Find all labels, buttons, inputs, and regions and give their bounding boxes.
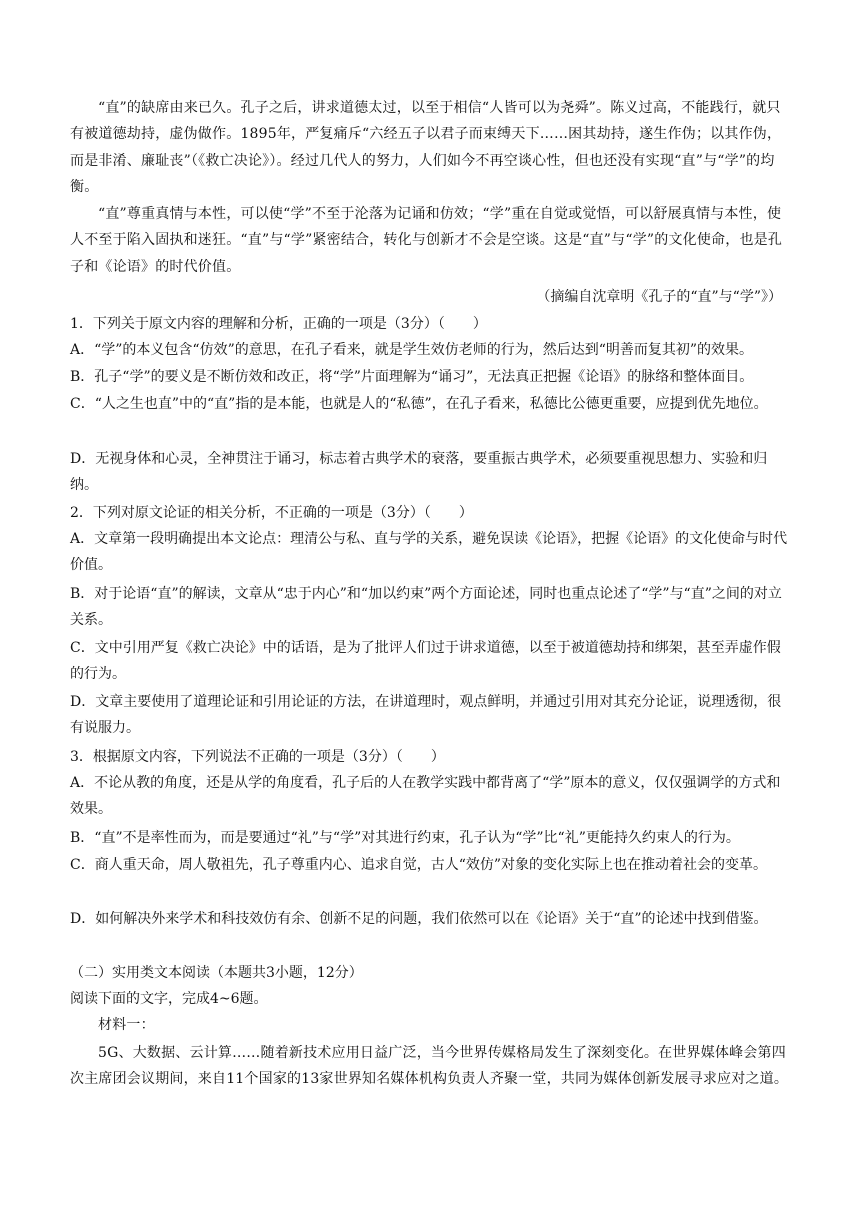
question-1-option-c: C．“人之生也直”中的“直”指的是本能，也就是人的“私德”，在孔子看来，私德比公德更重要，应提到优先地位。 [70,396,768,412]
question-3-stem: 3．根据原文内容，下列说法不正确的一项是（3分）（ ） [70,749,445,765]
question-1-option-b: B．孔子“学”的要义是不断仿效和改正，将“学”片面理解为“诵习”，无法真正把握《论语》的脉络和整体面目。 [70,369,754,385]
question-3-option-b: B．“直”不是率性而为，而是要通过“礼”与“学”对其进行约束，孔子认为“学”比“礼”更能持久约束人的行为。 [70,830,740,846]
material-1-paragraph: 5G、大数据、云计算……随着新技术应用日益广泛，当今世界传媒格局发生了深刻变化。在世界媒体峰会第四次主席团会议期间，来自11个国家的13家世界知名媒体机构负责人齐聚一堂，共同为媒体创新发展寻求应对之道。 [70,1045,789,1088]
source-citation: （摘编自沈章明《孔子的“直”与“学”》） [536,289,782,305]
question-3-option-c: C．商人重天命，周人敬祖先，孔子尊重内心、追求自觉，古人“效仿”对象的变化实际上也在推动着社会的变革。 [70,857,768,873]
question-2-option-c: C．文中引用严复《救亡决论》中的话语，是为了批评人们过于讲求道德，以至于被道德劫持和绑架，甚至弄虚作假的行为。 [70,640,781,683]
question-2-stem: 2．下列对原文论证的相关分析，不正确的一项是（3分）（ ） [70,505,473,521]
question-3-option-d: D．如何解决外来学术和科技效仿有余、创新不足的问题，我们依然可以在《论语》关于“直”的论述中找到借鉴。 [70,911,768,927]
paragraph-2: “直”尊重真情与本性，可以使“学”不至于沦落为记诵和仿效；“学”重在自觉或觉悟，可以舒展真情与本性，使人不至于陷入固执和迷狂。“直”与“学”紧密结合，转化与创新才不会是空谈。这是“直”与“学”的文化使命，也是孔子和《论语》的时代价值。 [70,206,783,275]
section-2-title: （二）实用类文本阅读（本题共3小题，12分） [70,965,363,981]
question-2-option-a: A．文章第一段明确提出本文论点：理清公与私、直与学的关系，避免误读《论语》，把握《论语》的文化使命与时代价值。 [70,531,788,574]
question-1-option-d: D．无视身体和心灵，全神贯注于诵习，标志着古典学术的衰落，要重振古典学术，必须要重视思想力、实验和归纳。 [70,451,768,494]
paragraph-1: “直”的缺席由来已久。孔子之后，讲求道德太过，以至于相信“人皆可以为尧舜”。陈义过高，不能践行，就只有被道德劫持，虚伪做作。1895年，严复痛斥“六经五子以君子而束缚天下……困其劫持，遂生作伪；以其作伪，而是非淆、廉耻丧”（《救亡决论》）。经过几代人的努力，人们如今不再空谈心性，但也还没有实现“直”与“学”的均衡。 [70,100,782,196]
question-2-option-d: D．文章主要使用了道理论证和引用论证的方法，在讲道理时，观点鲜明，并通过引用对其充分论证，说理透彻，很有说服力。 [70,694,782,737]
section-2-instruction: 阅读下面的文字，完成4~6题。 [70,991,268,1007]
question-2-option-b: B．对于论语“直”的解读，文章从“忠于内心”和“加以约束”两个方面论述，同时也重点论述了“学”与“直”之间的对立关系。 [70,586,782,629]
question-1-stem: 1．下列关于原文内容的理解和分析，正确的一项是（3分）（ ） [70,316,487,332]
material-1-label: 材料一： [98,1017,155,1033]
question-3-option-a: A．不论从教的角度，还是从学的角度看，孔子后的人在教学实践中都背离了“学”原本的意义，仅仅强调学的方式和效果。 [70,775,781,818]
question-1-option-a: A．“学”的本义包含“仿效”的意思，在孔子看来，就是学生效仿老师的行为，然后达到“明善而复其初”的效果。 [70,342,754,358]
